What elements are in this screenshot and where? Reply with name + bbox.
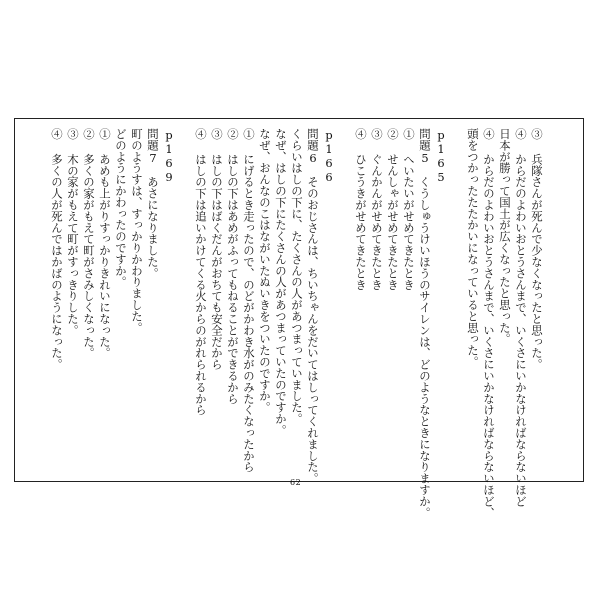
question-text: 問題5 くうしゅうけいほうのサイレンは、どのようなときになりますか。 bbox=[418, 128, 432, 519]
text-column: ③ 兵隊さんが死んで少なくなったと思った。 bbox=[530, 128, 544, 370]
answer-choice: ② 多くの家がもえて町がさみしくなった。 bbox=[82, 128, 96, 359]
question-text: なぜ、はしの下にたくさんの人があつまっていたのですか。 bbox=[274, 128, 288, 436]
answer-choice: ② せんしゃがせめてきたとき bbox=[386, 128, 400, 291]
answer-choice: ④ はしの下は追いかけてくる火からのがれられるから bbox=[194, 128, 208, 416]
answer-choice: ① にげるとき走ったので、のどがかわき水がのみたくなったから bbox=[242, 128, 256, 473]
section-heading: p165 bbox=[434, 128, 448, 184]
answer-choice: ④ 多くの人が死んではかばのようになった。 bbox=[50, 128, 64, 370]
question-text: どのようにかわったのですか。 bbox=[114, 128, 128, 288]
page-number: 62 bbox=[290, 478, 302, 487]
section-heading: p169 bbox=[162, 128, 176, 184]
text-column: 日本が勝って国土が広くなったと思った。 bbox=[498, 128, 512, 345]
text-column: ④ からだのよわいおとうさんまで、いくさにいかなければならないほど bbox=[514, 128, 528, 507]
question-text: くらいはしの下に、たくさんの人があつまっていました。 bbox=[290, 128, 304, 425]
text-column: 頭をつかったたたかいになっていると思った。 bbox=[466, 128, 480, 368]
question-text: なぜ、おんなのこはながいたぬいきをついたのですか。 bbox=[258, 128, 272, 413]
answer-choice: ③ はしの下はばくだんがおちても安全だから bbox=[210, 128, 224, 370]
question-text: 問題6 そのおじさんは、ちいちゃんをだいてはしってくれました。 bbox=[306, 128, 320, 484]
answer-choice: ① あめも上がりすっかりきれいになった。 bbox=[98, 128, 112, 359]
section-heading: p166 bbox=[322, 128, 336, 184]
answer-choice: ③ ぐんかんがせめてきたとき bbox=[370, 128, 384, 291]
question-text: 問題7 あさになりました。 bbox=[146, 128, 160, 279]
answer-choice: ③ 木の家がもえて町がすっきりした。 bbox=[66, 128, 80, 336]
answer-choice: ④ ひこうきがせめてきたとき bbox=[354, 128, 368, 291]
answer-choice: ① へいたいがせめてきたとき bbox=[402, 128, 416, 291]
answer-choice: ② はしの下はあめがふってもねることができるから bbox=[226, 128, 240, 405]
text-column: ④ からだのよわいおとうさんまで、いくさにいかなければならないほど、 bbox=[482, 128, 496, 519]
question-text: 町のようすは、すっかりかわりました。 bbox=[130, 128, 144, 334]
